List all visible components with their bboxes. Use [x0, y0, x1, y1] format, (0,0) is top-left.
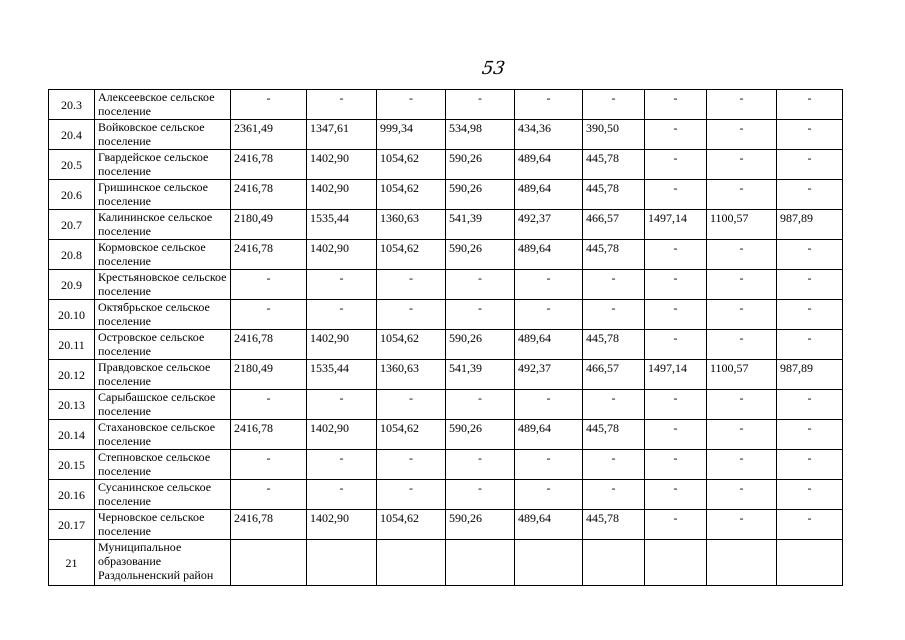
tariff-value-cell: -: [707, 450, 777, 480]
settlement-name: Сусанинское сельское поселение: [95, 480, 231, 510]
row-code: 21: [49, 540, 95, 586]
table-row: [49, 480, 843, 510]
tariff-value-cell: -: [307, 300, 377, 330]
tariff-value-cell: 492,37: [515, 360, 583, 390]
tariff-value-cell: 489,64: [515, 240, 583, 270]
tariff-value-cell: -: [777, 330, 843, 360]
row-code: 20.7: [49, 210, 95, 240]
row-code: 20.17: [49, 510, 95, 540]
tariff-value-cell: -: [777, 510, 843, 540]
tariff-value-cell: 590,26: [446, 420, 515, 450]
tariff-value-cell: -: [231, 390, 307, 420]
tariff-value-cell: 466,57: [583, 360, 645, 390]
tariff-value-cell: -: [777, 390, 843, 420]
settlement-name: Степновское сельское поселение: [95, 450, 231, 480]
tariff-value-cell: 2416,78: [231, 510, 307, 540]
settlement-name: Крестьяновское сельское поселение: [95, 270, 231, 300]
tariff-value-cell: -: [515, 300, 583, 330]
tariff-value-cell: 590,26: [446, 150, 515, 180]
settlement-name: Алексеевское сельское поселение: [95, 90, 231, 120]
tariff-value-cell: 1360,63: [377, 210, 446, 240]
tariff-table: [48, 89, 843, 586]
tariff-value-cell: 466,57: [583, 210, 645, 240]
tariff-value-cell: -: [777, 150, 843, 180]
tariff-value-cell: 489,64: [515, 150, 583, 180]
tariff-value-cell: [583, 540, 645, 586]
tariff-value-cell: 1402,90: [307, 240, 377, 270]
tariff-value-cell: -: [777, 270, 843, 300]
tariff-value-cell: 1402,90: [307, 330, 377, 360]
tariff-value-cell: 2416,78: [231, 150, 307, 180]
tariff-value-cell: 1054,62: [377, 510, 446, 540]
tariff-value-cell: 1497,14: [645, 360, 707, 390]
tariff-value-cell: -: [645, 300, 707, 330]
tariff-value-cell: [231, 540, 307, 586]
tariff-value-cell: -: [515, 90, 583, 120]
tariff-value-cell: -: [707, 510, 777, 540]
tariff-value-cell: -: [231, 270, 307, 300]
tariff-value-cell: 1100,57: [707, 360, 777, 390]
settlement-name: Гришинское сельское поселение: [95, 180, 231, 210]
tariff-value-cell: -: [707, 180, 777, 210]
tariff-value-cell: 1054,62: [377, 150, 446, 180]
tariff-value-cell: 2416,78: [231, 420, 307, 450]
tariff-value-cell: 445,78: [583, 180, 645, 210]
tariff-value-cell: 445,78: [583, 420, 645, 450]
row-code: 20.13: [49, 390, 95, 420]
tariff-value-cell: 434,36: [515, 120, 583, 150]
tariff-value-cell: 1402,90: [307, 420, 377, 450]
tariff-value-cell: [707, 540, 777, 586]
row-code: 20.4: [49, 120, 95, 150]
row-code: 20.10: [49, 300, 95, 330]
tariff-value-cell: -: [707, 330, 777, 360]
tariff-value-cell: -: [583, 450, 645, 480]
row-code: 20.9: [49, 270, 95, 300]
tariff-value-cell: -: [231, 300, 307, 330]
tariff-value-cell: -: [777, 480, 843, 510]
tariff-value-cell: -: [583, 300, 645, 330]
table-row: [49, 120, 843, 150]
table-row: [49, 90, 843, 120]
tariff-value-cell: -: [446, 270, 515, 300]
tariff-value-cell: -: [583, 90, 645, 120]
table-row: [49, 360, 843, 390]
tariff-value-cell: -: [777, 450, 843, 480]
tariff-value-cell: -: [707, 240, 777, 270]
row-code: 20.5: [49, 150, 95, 180]
tariff-value-cell: -: [707, 270, 777, 300]
tariff-value-cell: 590,26: [446, 510, 515, 540]
tariff-value-cell: [307, 540, 377, 586]
table-row: [49, 330, 843, 360]
tariff-value-cell: -: [515, 450, 583, 480]
row-code: 20.12: [49, 360, 95, 390]
tariff-value-cell: -: [707, 420, 777, 450]
tariff-value-cell: -: [446, 450, 515, 480]
settlement-name: Кормовское сельское поселение: [95, 240, 231, 270]
tariff-value-cell: -: [707, 90, 777, 120]
settlement-name: Гвардейское сельское поселение: [95, 150, 231, 180]
tariff-value-cell: 2416,78: [231, 240, 307, 270]
row-code: 20.11: [49, 330, 95, 360]
table-row: [49, 450, 843, 480]
tariff-value-cell: 590,26: [446, 180, 515, 210]
tariff-value-cell: -: [707, 120, 777, 150]
tariff-value-cell: -: [515, 390, 583, 420]
table-row: [49, 300, 843, 330]
tariff-value-cell: -: [231, 480, 307, 510]
tariff-value-cell: 2416,78: [231, 180, 307, 210]
row-code: 20.15: [49, 450, 95, 480]
table-row: [49, 210, 843, 240]
tariff-value-cell: [446, 540, 515, 586]
tariff-value-cell: 590,26: [446, 330, 515, 360]
tariff-value-cell: 541,39: [446, 360, 515, 390]
tariff-value-cell: -: [377, 480, 446, 510]
tariff-value-cell: -: [583, 270, 645, 300]
tariff-value-cell: -: [446, 480, 515, 510]
tariff-value-cell: -: [777, 300, 843, 330]
tariff-value-cell: 445,78: [583, 510, 645, 540]
tariff-value-cell: -: [377, 300, 446, 330]
tariff-value-cell: -: [446, 390, 515, 420]
row-code: 20.3: [49, 90, 95, 120]
tariff-value-cell: 390,50: [583, 120, 645, 150]
tariff-value-cell: -: [645, 420, 707, 450]
tariff-value-cell: 2180,49: [231, 210, 307, 240]
table-row: [49, 390, 843, 420]
tariff-value-cell: -: [777, 120, 843, 150]
tariff-value-cell: -: [645, 180, 707, 210]
tariff-value-cell: 541,39: [446, 210, 515, 240]
tariff-value-cell: 1535,44: [307, 360, 377, 390]
tariff-value-cell: 489,64: [515, 180, 583, 210]
tariff-value-cell: -: [307, 270, 377, 300]
tariff-value-cell: -: [707, 480, 777, 510]
tariff-value-cell: [645, 540, 707, 586]
tariff-value-cell: 489,64: [515, 510, 583, 540]
tariff-value-cell: 445,78: [583, 330, 645, 360]
tariff-value-cell: 999,34: [377, 120, 446, 150]
tariff-value-cell: -: [446, 300, 515, 330]
tariff-value-cell: -: [645, 480, 707, 510]
tariff-value-cell: 1100,57: [707, 210, 777, 240]
table-body: [49, 90, 843, 586]
table-row: [49, 270, 843, 300]
tariff-value-cell: -: [515, 480, 583, 510]
tariff-value-cell: 1402,90: [307, 510, 377, 540]
tariff-value-cell: -: [515, 270, 583, 300]
tariff-value-cell: -: [377, 390, 446, 420]
tariff-value-cell: -: [645, 390, 707, 420]
tariff-value-cell: 492,37: [515, 210, 583, 240]
settlement-name: Правдовское сельское поселение: [95, 360, 231, 390]
tariff-value-cell: 590,26: [446, 240, 515, 270]
tariff-value-cell: 489,64: [515, 420, 583, 450]
tariff-value-cell: -: [777, 240, 843, 270]
tariff-value-cell: -: [645, 450, 707, 480]
tariff-value-cell: 445,78: [583, 240, 645, 270]
settlement-name: Калининское сельское поселение: [95, 210, 231, 240]
tariff-value-cell: 1535,44: [307, 210, 377, 240]
tariff-value-cell: 1054,62: [377, 330, 446, 360]
row-code: 20.8: [49, 240, 95, 270]
row-code: 20.16: [49, 480, 95, 510]
tariff-value-cell: 2180,49: [231, 360, 307, 390]
tariff-value-cell: -: [707, 300, 777, 330]
tariff-value-cell: 1054,62: [377, 180, 446, 210]
tariff-value-cell: [777, 540, 843, 586]
tariff-value-cell: -: [777, 420, 843, 450]
tariff-value-cell: -: [307, 480, 377, 510]
tariff-value-cell: -: [707, 390, 777, 420]
tariff-value-cell: -: [377, 450, 446, 480]
settlement-name: Островское сельское поселение: [95, 330, 231, 360]
tariff-value-cell: [377, 540, 446, 586]
tariff-value-cell: 1054,62: [377, 240, 446, 270]
tariff-value-cell: -: [583, 480, 645, 510]
table-row: [49, 420, 843, 450]
tariff-value-cell: -: [645, 240, 707, 270]
tariff-value-cell: -: [645, 90, 707, 120]
tariff-value-cell: -: [645, 120, 707, 150]
tariff-value-cell: -: [231, 90, 307, 120]
table-row: [49, 510, 843, 540]
tariff-value-cell: -: [377, 270, 446, 300]
tariff-value-cell: 1402,90: [307, 150, 377, 180]
table-row: [49, 240, 843, 270]
tariff-value-cell: -: [307, 90, 377, 120]
tariff-value-cell: -: [645, 270, 707, 300]
row-code: 20.14: [49, 420, 95, 450]
table-row: [49, 150, 843, 180]
settlement-name: Стахановское сельское поселение: [95, 420, 231, 450]
tariff-value-cell: 1054,62: [377, 420, 446, 450]
tariff-value-cell: -: [777, 180, 843, 210]
tariff-value-cell: 987,89: [777, 210, 843, 240]
tariff-value-cell: 489,64: [515, 330, 583, 360]
tariff-value-cell: -: [645, 330, 707, 360]
page-number: 53: [480, 58, 507, 79]
tariff-value-cell: -: [307, 390, 377, 420]
tariff-value-cell: -: [645, 150, 707, 180]
tariff-value-cell: -: [377, 90, 446, 120]
settlement-name: Муниципальное образование Раздольненский район: [95, 540, 231, 586]
tariff-value-cell: -: [231, 450, 307, 480]
tariff-value-cell: 534,98: [446, 120, 515, 150]
tariff-value-cell: 2416,78: [231, 330, 307, 360]
settlement-name: Октябрьское сельское поселение: [95, 300, 231, 330]
settlement-name: Сарыбашское сельское поселение: [95, 390, 231, 420]
tariff-value-cell: -: [777, 90, 843, 120]
table-row: [49, 180, 843, 210]
tariff-value-cell: -: [707, 150, 777, 180]
tariff-value-cell: -: [446, 90, 515, 120]
tariff-value-cell: -: [645, 510, 707, 540]
settlement-name: Войковское сельское поселение: [95, 120, 231, 150]
tariff-value-cell: 2361,49: [231, 120, 307, 150]
row-code: 20.6: [49, 180, 95, 210]
tariff-value-cell: 1360,63: [377, 360, 446, 390]
settlement-name: Черновское сельское поселение: [95, 510, 231, 540]
tariff-value-cell: 445,78: [583, 150, 645, 180]
tariff-value-cell: 1347,61: [307, 120, 377, 150]
tariff-value-cell: 1402,90: [307, 180, 377, 210]
tariff-value-cell: [515, 540, 583, 586]
tariff-value-cell: 987,89: [777, 360, 843, 390]
table-row: [49, 540, 843, 586]
tariff-value-cell: -: [307, 450, 377, 480]
tariff-value-cell: 1497,14: [645, 210, 707, 240]
tariff-value-cell: -: [583, 390, 645, 420]
